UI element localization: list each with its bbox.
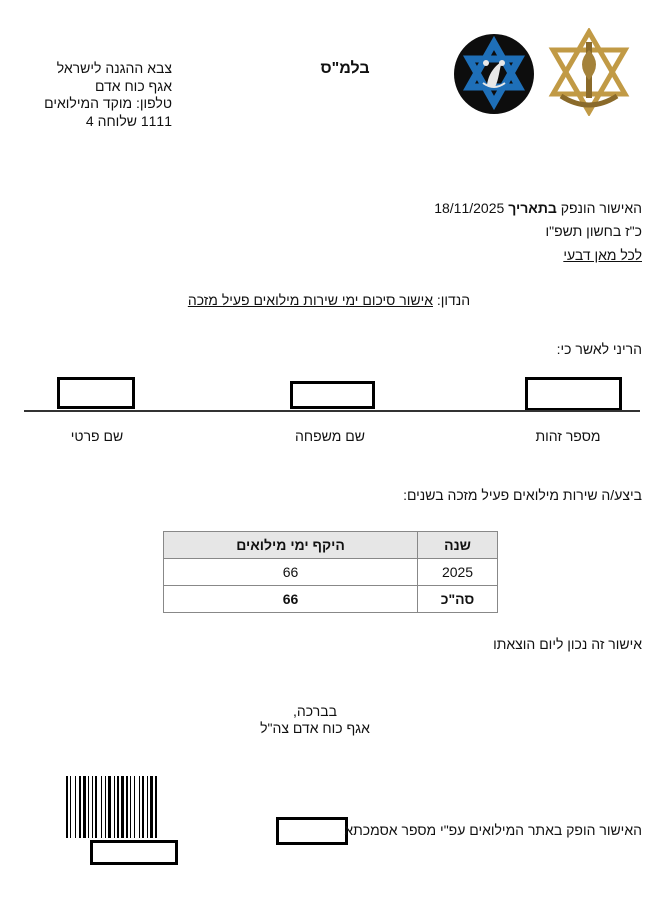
issue-date: 18/11/2025 [434, 200, 505, 216]
org-line: אגף כוח אדם [94, 77, 172, 94]
to-whom-it-may-concern: לכל מאן דבעי [563, 247, 642, 263]
first-name-label: שם פרטי [70, 428, 124, 444]
org-line: 1111 שלוחה 4 [85, 112, 172, 129]
id-number-label: מספר זהות [535, 428, 601, 444]
redacted-barcode-number [90, 840, 178, 865]
signature-org: אגף כוח אדם צה"ל [260, 720, 370, 736]
classification-label: בלמ"ס [320, 60, 370, 77]
issue-date-label: בתאריך [508, 200, 557, 216]
redacted-last-name [290, 381, 375, 409]
validity-text: אישור זה נכון ליום הוצאתו [493, 636, 642, 652]
service-summary-table [163, 531, 498, 613]
table-cell-days: 66 [164, 559, 418, 586]
table-header-year: שנה [418, 532, 498, 559]
table-header-row [164, 532, 498, 559]
service-years-text: ביצע/ה שירות מילואים פעיל מזכה בשנים: [403, 487, 642, 503]
subject-prefix: הנדון: [433, 292, 471, 308]
table-row [164, 559, 498, 586]
certify-text: הריני לאשר כי: [556, 341, 642, 357]
redacted-reference-number [276, 817, 348, 845]
table-cell-year: 2025 [418, 559, 498, 586]
issue-date-line [434, 200, 642, 216]
hebrew-date: כ"ז בחשון תשפ"ו [545, 223, 642, 239]
barcode-icon [66, 776, 206, 838]
org-line: טלפון: מוקד המילואים [44, 95, 172, 111]
idf-emblem-icon [545, 28, 633, 116]
fields-divider [24, 410, 640, 412]
table-header-days: היקף ימי מילואים [164, 532, 418, 559]
org-line: צבא ההגנה לישראל [56, 60, 172, 76]
org-address-block [32, 60, 172, 130]
regards-line: בברכה, [293, 703, 337, 719]
redacted-id-number [525, 377, 622, 411]
table-total-label: סה"כ [418, 586, 498, 613]
subject-line [0, 292, 658, 308]
subject-text: אישור סיכום ימי שירות מילואים פעיל מזכה [187, 292, 433, 308]
issue-prefix: האישור הונפק [556, 200, 642, 216]
table-total-days: 66 [164, 586, 418, 613]
issued-site-text: האישור הופק באתר המילואים עפ"י מספר אסמכתא [344, 822, 642, 838]
last-name-label: שם משפחה [295, 428, 365, 444]
reserves-emblem-icon [453, 33, 535, 115]
redacted-first-name [57, 377, 135, 409]
table-total-row [164, 586, 498, 613]
